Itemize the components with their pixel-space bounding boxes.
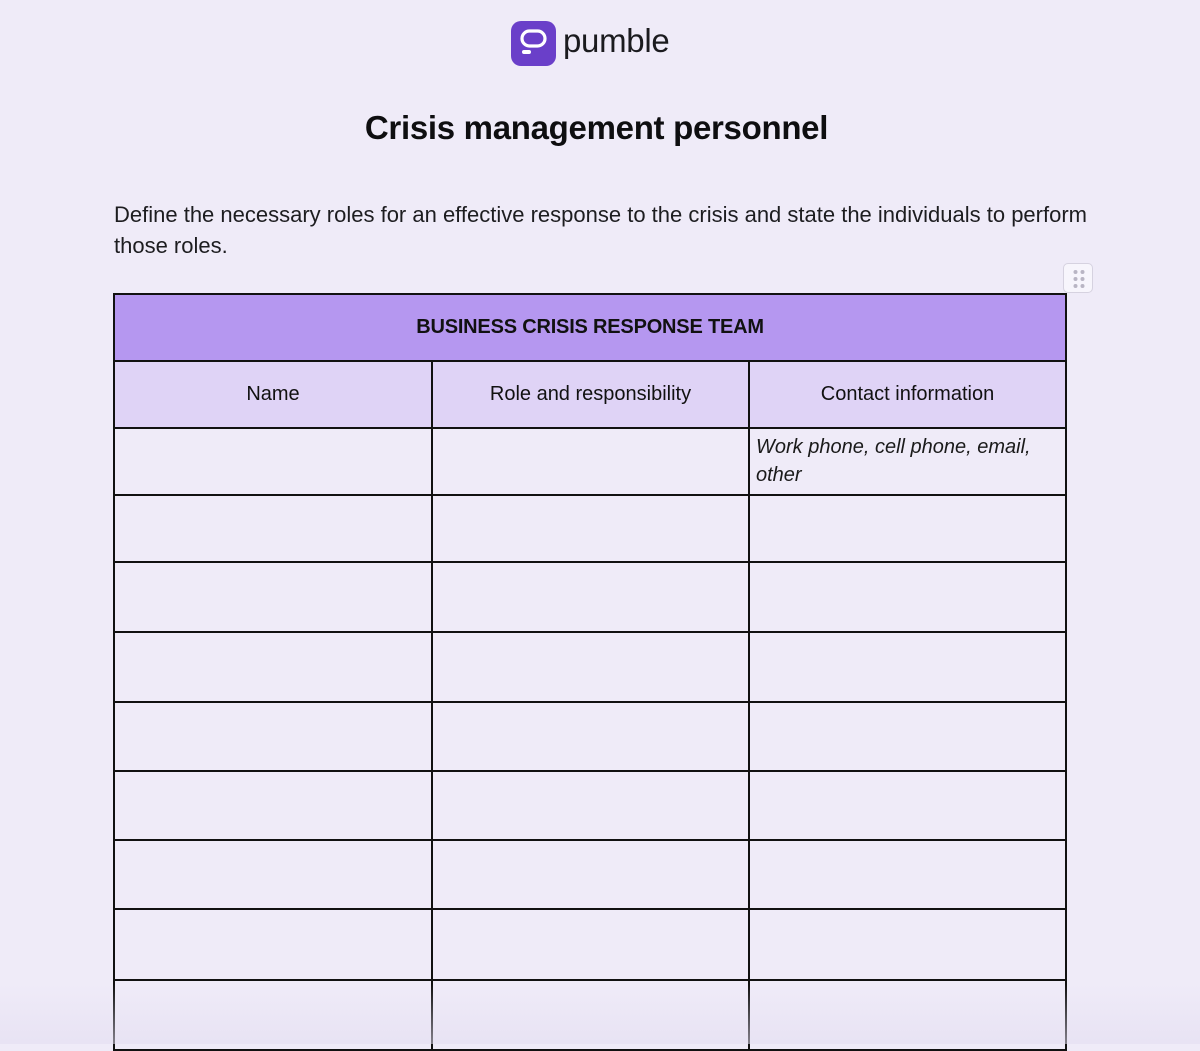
table-caption-row (114, 294, 1066, 361)
name-cell[interactable] (114, 428, 432, 495)
contact-cell[interactable] (749, 702, 1066, 771)
contact-cell[interactable] (749, 771, 1066, 840)
table-row (114, 632, 1066, 702)
column-header-contact: Contact information (749, 361, 1066, 428)
table-row (114, 840, 1066, 909)
table-row (114, 980, 1066, 1050)
table-header-row (114, 361, 1066, 428)
column-header-name: Name (114, 361, 432, 428)
drag-handle-icon[interactable] (1063, 263, 1093, 293)
contact-cell[interactable] (749, 909, 1066, 980)
contact-cell[interactable]: Work phone, cell phone, email, other (749, 428, 1066, 495)
role-cell[interactable] (432, 495, 749, 562)
name-cell[interactable] (114, 980, 432, 1050)
page-title: Crisis management personnel (364, 109, 829, 146)
table-row (114, 562, 1066, 632)
table-row (114, 771, 1066, 840)
name-cell[interactable] (114, 702, 432, 771)
brand-logo (511, 21, 669, 66)
table-row (114, 909, 1066, 980)
table-caption: BUSINESS CRISIS RESPONSE TEAM (114, 294, 1066, 361)
crisis-team-table (113, 293, 1067, 1051)
role-cell[interactable] (432, 632, 749, 702)
brand-name: pumble (563, 22, 670, 59)
name-cell[interactable] (114, 771, 432, 840)
role-cell[interactable] (432, 702, 749, 771)
role-cell[interactable] (432, 562, 749, 632)
contact-cell[interactable] (749, 495, 1066, 562)
role-cell[interactable] (432, 909, 749, 980)
role-cell[interactable] (432, 840, 749, 909)
contact-cell[interactable] (749, 840, 1066, 909)
contact-cell[interactable] (749, 632, 1066, 702)
pumble-logo-icon (511, 21, 556, 66)
role-cell[interactable] (432, 771, 749, 840)
intro-text: Define the necessary roles for an effective response to the crisis and state the individuals to perform those roles. (114, 202, 1087, 258)
name-cell[interactable] (114, 909, 432, 980)
role-cell[interactable] (432, 428, 749, 495)
name-cell[interactable] (114, 562, 432, 632)
name-cell[interactable] (114, 840, 432, 909)
name-cell[interactable] (114, 632, 432, 702)
name-cell[interactable] (114, 495, 432, 562)
column-header-role: Role and responsibility (432, 361, 749, 428)
role-cell[interactable] (432, 980, 749, 1050)
table-row (114, 495, 1066, 562)
table-row (114, 428, 1066, 495)
contact-cell[interactable] (749, 980, 1066, 1050)
table-row (114, 702, 1066, 771)
contact-cell[interactable] (749, 562, 1066, 632)
